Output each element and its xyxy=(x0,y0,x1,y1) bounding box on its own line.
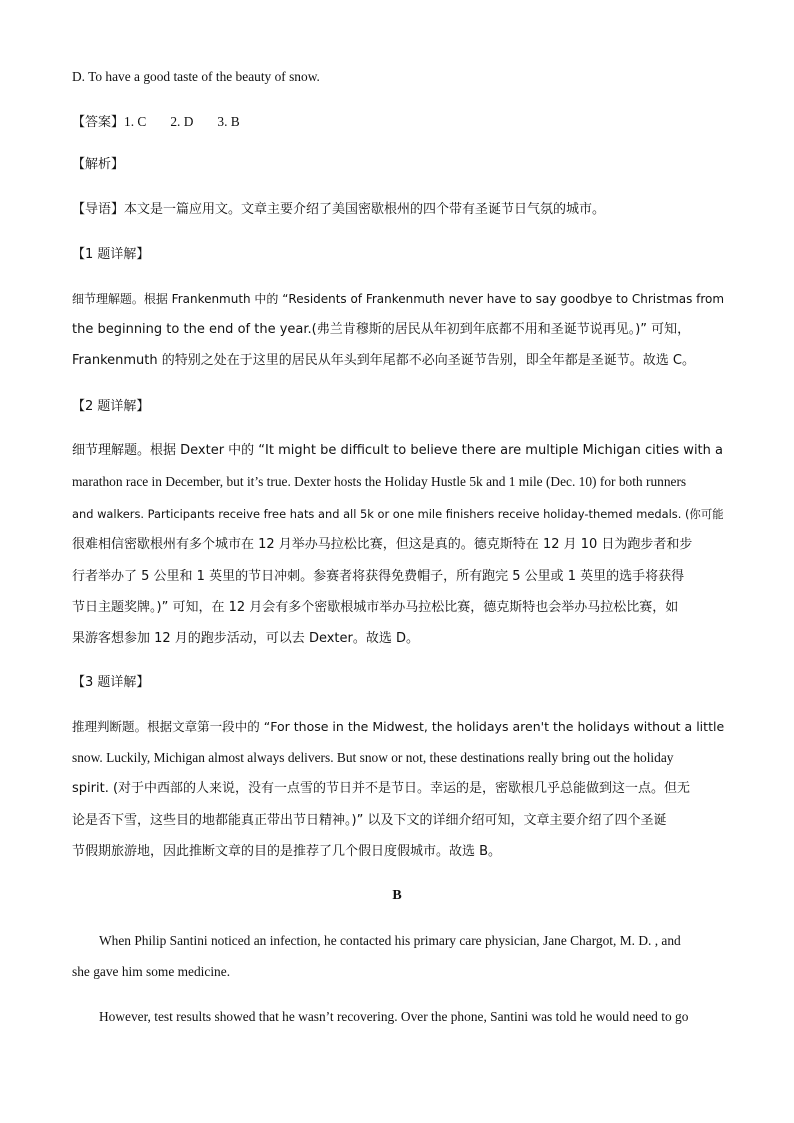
answer-label: 【答案】 xyxy=(72,115,125,130)
q3-line-2: snow. Luckily, Michigan almost always delivers. But snow or not, these destinations really bring out the holiday xyxy=(72,750,674,765)
passage-b-p2-line-1: However, test results showed that he wasn’t recovering. Over the phone, Santini was told he would need to go xyxy=(99,1009,689,1024)
q2-line-4: 很难相信密歇根州有多个城市在 12 月举办马拉松比赛，但这是真的。德克斯特在 12 月 10 日为跑步者和步 xyxy=(72,537,693,552)
guide-label: 【导语】 xyxy=(72,202,125,217)
q2-line-1: 细节理解题。根据 Dexter 中的 “It might be difficult to believe there are multiple Michigan cities with a xyxy=(72,443,723,458)
analysis-heading: 【解析】 xyxy=(72,157,125,172)
q2-line-7: 果游客想参加 12 月的跑步活动，可以去 Dexter。故选 D。 xyxy=(72,631,419,646)
q2-heading: 【2 题详解】 xyxy=(72,399,150,414)
passage-b-p1-line-1: When Philip Santini noticed an infection, he contacted his primary care physician, Jane Chargot, M. D. , and xyxy=(99,933,681,948)
q3-line-4: 论是否下雪，这些目的地都能真正带出节日精神。)” 以及下文的详细介绍可知，文章主要介绍了四个圣诞 xyxy=(72,813,667,828)
guide-line xyxy=(72,201,605,219)
answer-2: 2. D xyxy=(170,114,194,129)
q3-heading: 【3 题详解】 xyxy=(72,675,150,690)
q1-line-3: Frankenmuth 的特别之处在于这里的居民从年头到年尾都不必向圣诞节告别，即全年都是圣诞节。故选 C。 xyxy=(72,353,695,368)
answer-3: 3. B xyxy=(217,114,240,129)
answer-line xyxy=(72,113,240,132)
q2-line-5: 行者举办了 5 公里和 1 英里的节日冲刺。参赛者将获得免费帽子，所有跑完 5 公里或 1 英里的选手将获得 xyxy=(72,569,685,584)
answer-1: 1. C xyxy=(124,114,147,129)
option-d-line: D. To have a good taste of the beauty of snow. xyxy=(72,69,320,84)
passage-b-p1-line-2: she gave him some medicine. xyxy=(72,964,231,979)
section-b-heading: B xyxy=(392,888,402,903)
q1-line-1: 细节理解题。根据 Frankenmuth 中的 “Residents of Frankenmuth never have to say goodbye to Christmas from xyxy=(72,292,725,306)
q2-line-6: 节日主题奖牌。)” 可知，在 12 月会有多个密歇根城市举办马拉松比赛，德克斯特也会举办马拉松比赛，如 xyxy=(72,600,679,615)
q1-heading: 【1 题详解】 xyxy=(72,247,150,262)
q3-line-3: spirit. (对于中西部的人来说，没有一点雪的节日并不是节日。幸运的是，密歇根几乎总能做到这一点。但无 xyxy=(72,781,691,796)
q2-line-2: marathon race in December, but it’s true. Dexter hosts the Holiday Hustle 5k and 1 mile (Dec. 10) for both runners xyxy=(72,474,687,489)
q2-line-3: and walkers. Participants receive free hats and all 5k or one mile finishers receive holiday-themed medals. (你可能 xyxy=(72,507,724,521)
guide-text: 本文是一篇应用文。文章主要介绍了美国密歇根州的四个带有圣诞节日气氛的城市。 xyxy=(124,202,606,217)
q3-line-5: 节假期旅游地，因此推断文章的目的是推荐了几个假日度假城市。故选 B。 xyxy=(72,844,502,859)
q3-line-1: 推理判断题。根据文章第一段中的 “For those in the Midwest, the holidays aren't the holidays without a little xyxy=(72,719,725,734)
q1-line-2: the beginning to the end of the year.(弗兰肯穆斯的居民从年初到年底都不用和圣诞节说再见。)” 可知， xyxy=(72,322,691,337)
